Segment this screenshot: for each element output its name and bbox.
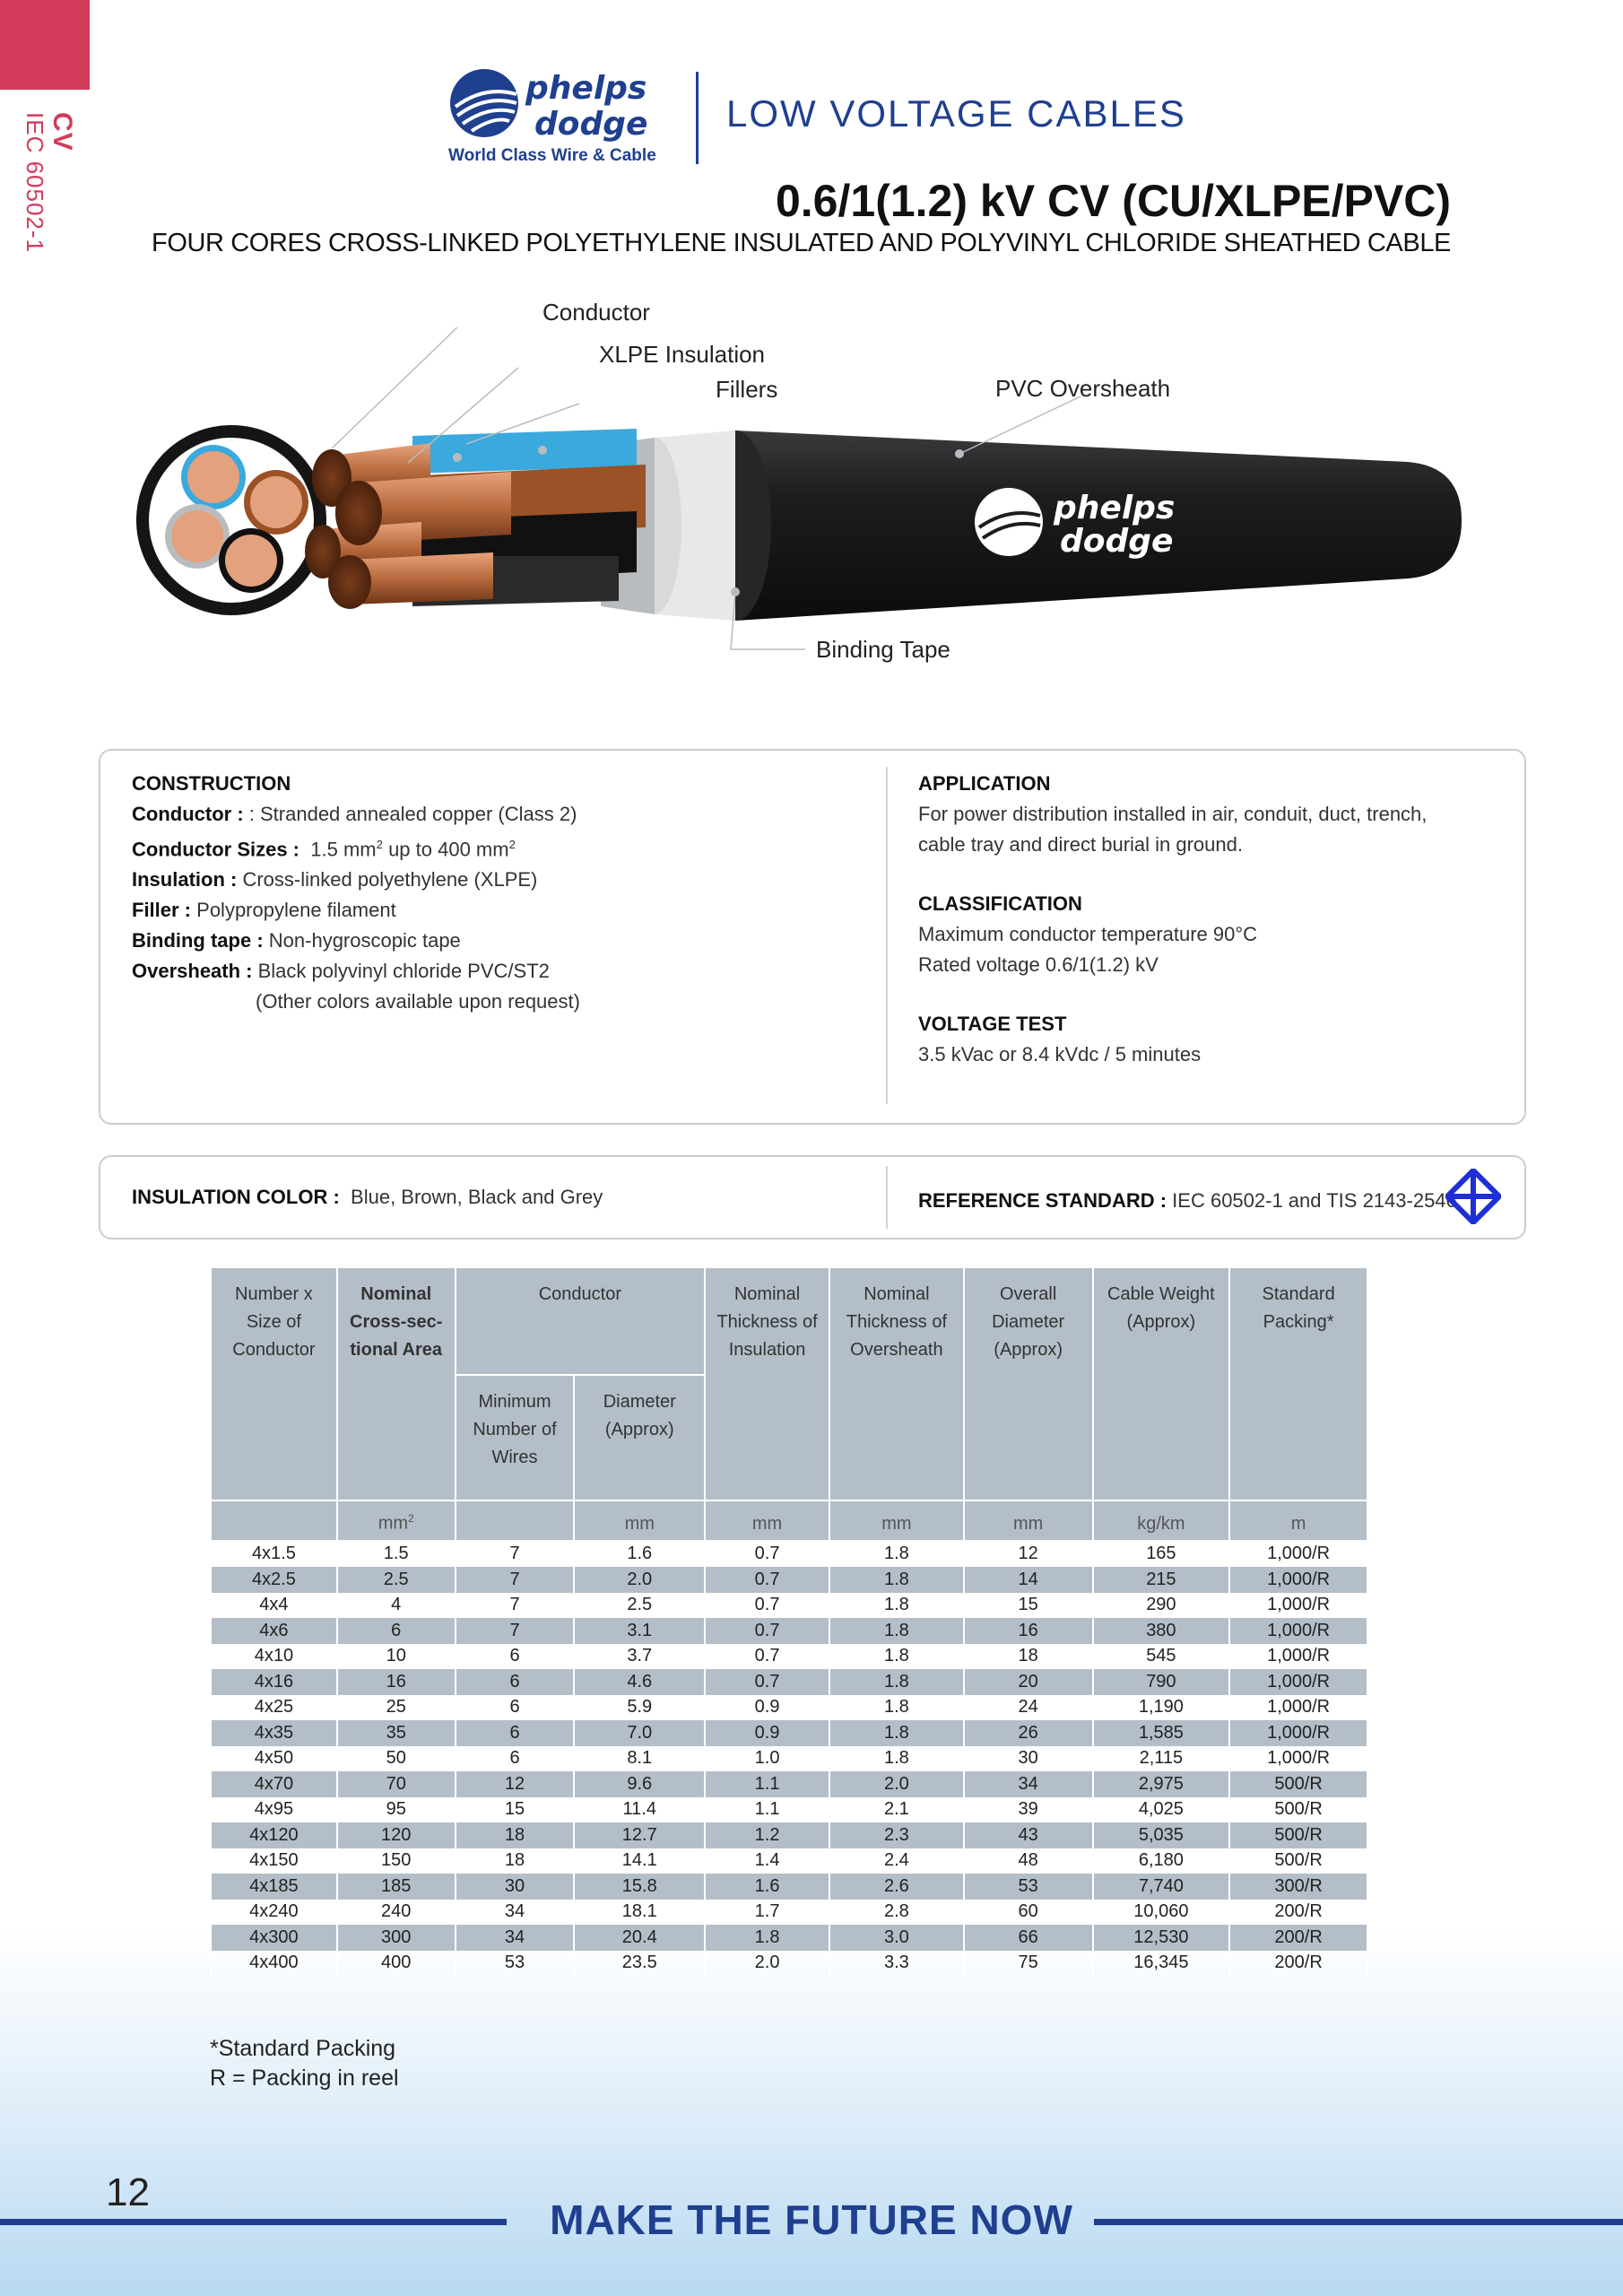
table-cell: 4x240 [211, 1900, 337, 1926]
unit-overall-diameter: mm [964, 1500, 1093, 1541]
classification-line2: Rated voltage 0.6/1(1.2) kV [918, 953, 1159, 976]
side-label [22, 112, 75, 253]
table-cell: 215 [1093, 1567, 1230, 1593]
sheath-brand-line1: phelps [1054, 490, 1176, 526]
table-cell: 2.6 [829, 1874, 964, 1900]
reference-standard: REFERENCE STANDARD : IEC 60502-1 and TIS 2143-2546 [918, 1189, 1457, 1212]
unit-insulation-thickness: mm [705, 1500, 829, 1541]
table-cell: 48 [964, 1848, 1093, 1874]
info-divider [886, 767, 888, 1104]
table-cell: 1.8 [829, 1695, 964, 1721]
table-cell: 14 [964, 1567, 1093, 1593]
table-row [211, 1951, 1367, 1977]
header-overall-diameter: Overall Diameter (Approx) [964, 1267, 1093, 1500]
table-cell: 1.8 [829, 1593, 964, 1619]
table-cell: 3.7 [574, 1644, 705, 1670]
table-cell: 500/R [1229, 1848, 1367, 1874]
table-cell: 2.5 [574, 1593, 705, 1619]
table-cell: 2.4 [829, 1848, 964, 1874]
table-cell: 4x400 [211, 1951, 337, 1977]
table-cell: 300/R [1229, 1874, 1367, 1900]
table-cell: 0.9 [705, 1695, 829, 1721]
tis-mark-icon [1445, 1169, 1501, 1224]
table-cell: 380 [1093, 1618, 1230, 1644]
table-cell: 3.3 [829, 1951, 964, 1977]
table-cell: 185 [337, 1874, 456, 1900]
table-cell: 3.1 [574, 1618, 705, 1644]
table-cell: 8.1 [574, 1746, 705, 1772]
table-cell: 2.0 [829, 1771, 964, 1797]
table-cell: 1.4 [705, 1848, 829, 1874]
table-row [211, 1925, 1367, 1951]
table-cell: 500/R [1229, 1822, 1367, 1848]
table-cell: 50 [337, 1746, 456, 1772]
cable-body [305, 429, 1462, 621]
table-cell: 70 [337, 1771, 456, 1797]
table-row [211, 1746, 1367, 1772]
callout-sheath: PVC Oversheath [995, 375, 1171, 402]
table-cell: 0.7 [705, 1593, 829, 1619]
table-cell: 53 [964, 1874, 1093, 1900]
table-cell: 10,060 [1093, 1900, 1230, 1926]
header-cable-weight: Cable Weight (Approx) [1093, 1267, 1230, 1500]
table-cell: 5.9 [574, 1695, 705, 1721]
cable-cross-section [136, 425, 326, 615]
table-cell: 1.5 [337, 1541, 456, 1568]
sheath-logo [975, 488, 1175, 560]
header-min-wires: Minimum Number of Wires [456, 1375, 575, 1500]
product-title: 0.6/1(1.2) kV CV (CU/XLPE/PVC) [775, 176, 1451, 226]
table-cell: 790 [1093, 1669, 1230, 1695]
table-cell: 16,345 [1093, 1951, 1230, 1977]
table-cell: 6,180 [1093, 1848, 1230, 1874]
table-cell: 4x185 [211, 1874, 337, 1900]
table-cell: 34 [964, 1771, 1093, 1797]
table-cell: 300 [337, 1925, 456, 1951]
table-cell: 53 [456, 1951, 575, 1977]
table-cell: 1,000/R [1229, 1746, 1367, 1772]
table-cell: 0.7 [705, 1541, 829, 1568]
table-cell: 6 [456, 1644, 575, 1670]
table-cell: 4.6 [574, 1669, 705, 1695]
table-cell: 1,000/R [1229, 1618, 1367, 1644]
table-cell: 1.6 [574, 1541, 705, 1568]
callout-binding: Binding Tape [816, 636, 950, 663]
header-packing: Standard Packing* [1229, 1267, 1367, 1500]
table-cell: 11.4 [574, 1797, 705, 1823]
table-cell: 15.8 [574, 1874, 705, 1900]
brand-swirl-icon [450, 69, 518, 137]
application-section [918, 769, 1427, 1070]
page-number: 12 [106, 2170, 150, 2214]
cable-illustration [117, 287, 1515, 691]
table-cell: 14.1 [574, 1848, 705, 1874]
table-cell: 4x6 [211, 1618, 337, 1644]
table-cell: 1.8 [829, 1746, 964, 1772]
table-row [211, 1695, 1367, 1721]
table-cell: 0.7 [705, 1644, 829, 1670]
table-cell: 1.6 [705, 1874, 829, 1900]
table-row [211, 1593, 1367, 1619]
callout-conductor: Conductor [542, 299, 650, 326]
table-cell: 1.8 [829, 1644, 964, 1670]
specification-box [99, 749, 1526, 1125]
table-cell: 2.3 [829, 1822, 964, 1848]
unit-oversheath-thickness: mm [829, 1500, 964, 1541]
table-row [211, 1822, 1367, 1848]
table-cell: 2.8 [829, 1900, 964, 1926]
table-cell: 400 [337, 1951, 456, 1977]
table-cell: 30 [964, 1746, 1093, 1772]
table-cell: 18 [964, 1644, 1093, 1670]
table-cell: 12,530 [1093, 1925, 1230, 1951]
side-code: CV [48, 112, 77, 152]
table-cell: 4x95 [211, 1797, 337, 1823]
table-cell: 1,000/R [1229, 1593, 1367, 1619]
table-cell: 5,035 [1093, 1822, 1230, 1848]
table-cell: 1.8 [829, 1541, 964, 1568]
table-cell: 4x25 [211, 1695, 337, 1721]
classification-heading: CLASSIFICATION [918, 892, 1082, 915]
header-area: Nominal Cross-sec- tional Area [337, 1267, 456, 1500]
table-cell: 18.1 [574, 1900, 705, 1926]
table-cell: 200/R [1229, 1951, 1367, 1977]
table-cell: 165 [1093, 1541, 1230, 1568]
unit-packing: m [1229, 1500, 1367, 1541]
application-heading: APPLICATION [918, 772, 1051, 795]
application-line1: For power distribution installed in air, conduit, duct, trench, [918, 803, 1428, 825]
table-cell: 1.8 [829, 1618, 964, 1644]
table-cell: 6 [337, 1618, 456, 1644]
table-row [211, 1900, 1367, 1926]
voltage-test-line1: 3.5 kVac or 8.4 kVdc / 5 minutes [918, 1043, 1202, 1065]
table-cell: 0.7 [705, 1618, 829, 1644]
header-size: Number x Size of Conductor [211, 1267, 337, 1500]
header-conductor-diameter: Diameter (Approx) [574, 1375, 705, 1500]
table-cell: 1.7 [705, 1900, 829, 1926]
product-subtitle: FOUR CORES CROSS-LINKED POLYETHYLENE INSULATED AND POLYVINYL CHLORIDE SHEATHED CABLE [152, 229, 1451, 257]
table-row [211, 1669, 1367, 1695]
table-cell: 1.8 [829, 1567, 964, 1593]
unit-weight: kg/km [1093, 1500, 1230, 1541]
table-cell: 1.8 [705, 1925, 829, 1951]
table-cell: 20.4 [574, 1925, 705, 1951]
table-cell: 3.0 [829, 1925, 964, 1951]
table-cell: 120 [337, 1822, 456, 1848]
table-cell: 4x35 [211, 1720, 337, 1746]
series-title: LOW VOLTAGE CABLES [726, 92, 1186, 135]
callout-xlpe: XLPE Insulation [599, 341, 766, 368]
table-cell: 16 [964, 1618, 1093, 1644]
construction-heading: CONSTRUCTION [132, 772, 291, 795]
table-cell: 18 [456, 1822, 575, 1848]
table-cell: 7.0 [574, 1720, 705, 1746]
table-cell: 2,975 [1093, 1771, 1230, 1797]
table-cell: 16 [337, 1669, 456, 1695]
table-cell: 4x70 [211, 1771, 337, 1797]
table-cell: 500/R [1229, 1797, 1367, 1823]
side-standard: IEC 60502-1 [22, 112, 48, 253]
table-cell: 7 [456, 1541, 575, 1568]
unit-min-wires [456, 1500, 575, 1541]
table-cell: 4x10 [211, 1644, 337, 1670]
table-cell: 4x4 [211, 1593, 337, 1619]
table-row [211, 1618, 1367, 1644]
table-cell: 4,025 [1093, 1797, 1230, 1823]
table-cell: 60 [964, 1900, 1093, 1926]
specification-table [210, 1266, 1368, 1976]
table-cell: 1.0 [705, 1746, 829, 1772]
footnote-note: R = Packing in reel [210, 2066, 399, 2091]
construction-binding: Binding tape : Non-hygroscopic tape [132, 929, 461, 952]
footnote-title: *Standard Packing [210, 2036, 396, 2061]
table-cell: 1.8 [829, 1669, 964, 1695]
construction-oversheath-note: (Other colors available upon request) [256, 990, 580, 1013]
table-row [211, 1644, 1367, 1670]
application-line2: cable tray and direct burial in ground. [918, 833, 1243, 856]
table-cell: 2.0 [705, 1951, 829, 1977]
construction-conductor: Conductor : : Stranded annealed copper (Class 2) [132, 803, 577, 825]
table-cell: 1,000/R [1229, 1695, 1367, 1721]
table-cell: 66 [964, 1925, 1093, 1951]
table-cell: 23.5 [574, 1951, 705, 1977]
table-cell: 240 [337, 1900, 456, 1926]
table-cell: 1,000/R [1229, 1567, 1367, 1593]
table-cell: 4 [337, 1593, 456, 1619]
sheath-brand-line2: dodge [1060, 523, 1174, 560]
table-cell: 9.6 [574, 1771, 705, 1797]
table-cell: 6 [456, 1720, 575, 1746]
table-cell: 1.2 [705, 1822, 829, 1848]
table-cell: 4x120 [211, 1822, 337, 1848]
header-divider [696, 72, 699, 164]
table-cell: 4x1.5 [211, 1541, 337, 1568]
unit-size [211, 1500, 337, 1541]
table-cell: 1,000/R [1229, 1669, 1367, 1695]
table-cell: 0.9 [705, 1720, 829, 1746]
table-cell: 1,000/R [1229, 1720, 1367, 1746]
table-cell: 25 [337, 1695, 456, 1721]
table-cell: 4x150 [211, 1848, 337, 1874]
table-cell: 26 [964, 1720, 1093, 1746]
table-cell: 39 [964, 1797, 1093, 1823]
table-row [211, 1797, 1367, 1823]
table-cell: 1.8 [829, 1720, 964, 1746]
table-cell: 20 [964, 1669, 1093, 1695]
table-cell: 34 [456, 1925, 575, 1951]
table-cell: 7 [456, 1593, 575, 1619]
table-cell: 545 [1093, 1644, 1230, 1670]
table-cell: 1,000/R [1229, 1644, 1367, 1670]
brand-tagline: World Class Wire & Cable [448, 146, 656, 165]
table-cell: 1,190 [1093, 1695, 1230, 1721]
table-cell: 1,000/R [1229, 1541, 1367, 1568]
table-cell: 34 [456, 1900, 575, 1926]
table-cell: 2,115 [1093, 1746, 1230, 1772]
color-standard-box [99, 1155, 1526, 1239]
table-cell: 500/R [1229, 1771, 1367, 1797]
construction-sizes: Conductor Sizes : 1.5 $mm^2$ up to 400 $mm^2$ [132, 838, 516, 861]
table-cell: 12.7 [574, 1822, 705, 1848]
table-cell: 1.1 [705, 1797, 829, 1823]
table-body [211, 1541, 1367, 1977]
construction-insulation: Insulation : Cross-linked polyethylene (XLPE) [132, 868, 538, 891]
construction-oversheath: Oversheath : Black polyvinyl chloride PVC/ST2 [132, 960, 550, 983]
table-row [211, 1771, 1367, 1797]
table-cell: 12 [964, 1541, 1093, 1568]
voltage-test-heading: VOLTAGE TEST [918, 1013, 1067, 1035]
footer-slogan: MAKE THE FUTURE NOW [550, 2196, 1073, 2243]
table-cell: 7,740 [1093, 1874, 1230, 1900]
table-cell: 15 [964, 1593, 1093, 1619]
color-divider [886, 1166, 888, 1229]
unit-diameter: mm [574, 1500, 705, 1541]
classification-line1: Maximum conductor temperature 90°C [918, 923, 1258, 945]
table-cell: 0.7 [705, 1567, 829, 1593]
table-cell: 10 [337, 1644, 456, 1670]
construction-filler: Filler : Polypropylene filament [132, 899, 396, 922]
table-cell: 18 [456, 1848, 575, 1874]
table-cell: 75 [964, 1951, 1093, 1977]
header-conductor: Conductor [456, 1267, 706, 1375]
table-cell: 35 [337, 1720, 456, 1746]
insulation-color: INSULATION COLOR : Blue, Brown, Black and Grey [132, 1186, 603, 1208]
table-row [211, 1874, 1367, 1900]
table-cell: 290 [1093, 1593, 1230, 1619]
table-cell: 4x2.5 [211, 1567, 337, 1593]
table-cell: 6 [456, 1695, 575, 1721]
table-cell: 95 [337, 1797, 456, 1823]
table-cell: 6 [456, 1669, 575, 1695]
table-cell: 2.1 [829, 1797, 964, 1823]
table-cell: 7 [456, 1567, 575, 1593]
callout-fillers: Fillers [716, 376, 778, 403]
table-cell: 30 [456, 1874, 575, 1900]
table-cell: 6 [456, 1746, 575, 1772]
table-cell: 0.7 [705, 1669, 829, 1695]
table-row [211, 1541, 1367, 1568]
corner-tab [0, 0, 90, 90]
table-cell: 2.0 [574, 1567, 705, 1593]
construction-section [132, 769, 580, 1017]
header-insulation-thickness: Nominal Thickness of Insulation [705, 1267, 829, 1500]
unit-area: $mm^2$ [337, 1500, 456, 1541]
table-cell: 24 [964, 1695, 1093, 1721]
table-cell: 1.1 [705, 1771, 829, 1797]
table-cell: 12 [456, 1771, 575, 1797]
header-oversheath-thickness: Nominal Thickness of Oversheath [829, 1267, 964, 1500]
table-cell: 1,585 [1093, 1720, 1230, 1746]
table-cell: 15 [456, 1797, 575, 1823]
table-row [211, 1720, 1367, 1746]
table-cell: 4x50 [211, 1746, 337, 1772]
table-cell: 150 [337, 1848, 456, 1874]
table-row [211, 1848, 1367, 1874]
brand-line2: dodge [534, 106, 648, 143]
table-row [211, 1567, 1367, 1593]
table-cell: 4x16 [211, 1669, 337, 1695]
table-cell: 43 [964, 1822, 1093, 1848]
brand-line1: phelps [525, 70, 647, 107]
table-cell: 2.5 [337, 1567, 456, 1593]
table-cell: 4x300 [211, 1925, 337, 1951]
table-cell: 200/R [1229, 1925, 1367, 1951]
table-cell: 200/R [1229, 1900, 1367, 1926]
table-cell: 7 [456, 1618, 575, 1644]
